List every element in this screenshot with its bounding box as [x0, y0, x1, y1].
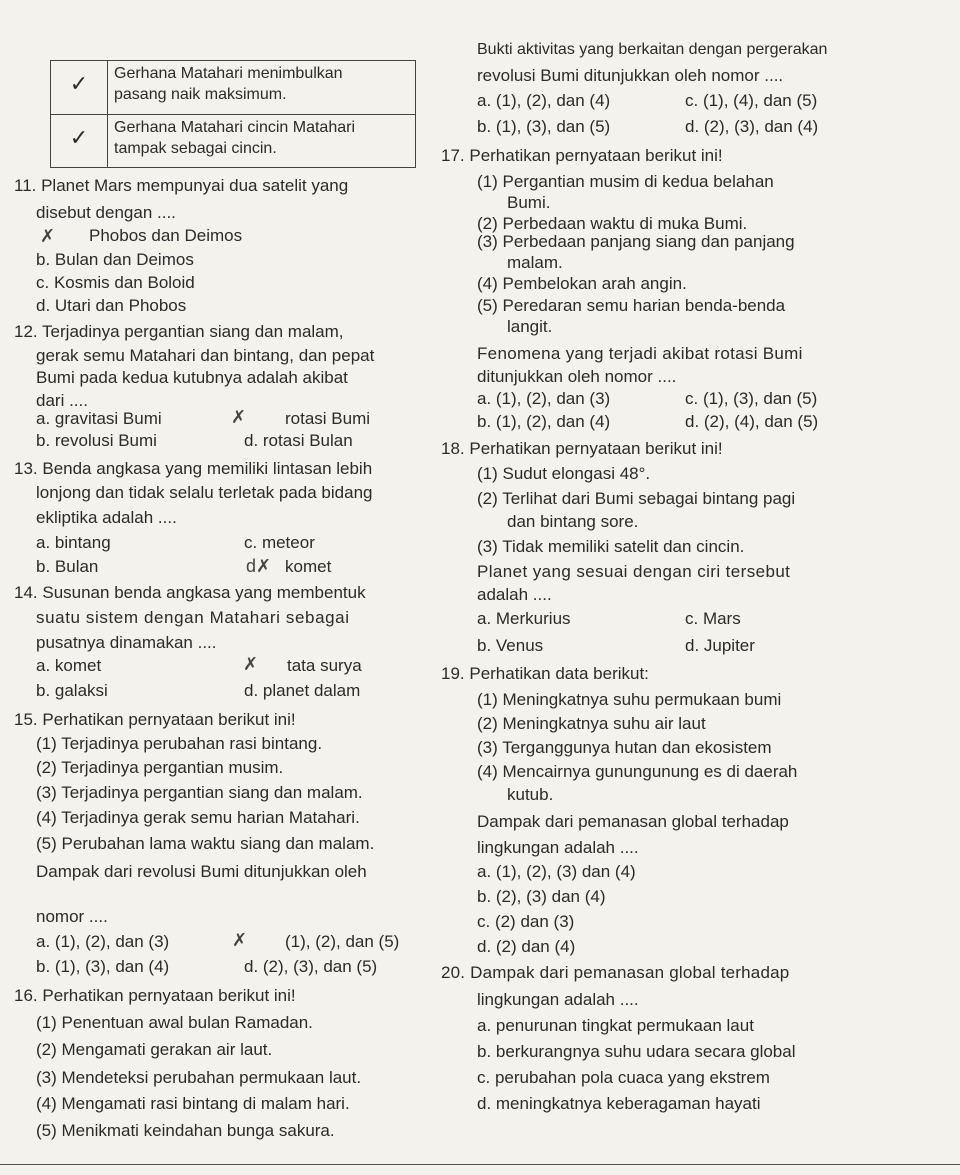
q13-stem: lonjong dan tidak selalu terletak pada bidang — [36, 483, 373, 502]
q13-stem: ekliptika adalah .... — [36, 508, 177, 527]
q18-statement: (2) Terlihat dari Bumi sebagai bintang pagi — [477, 489, 796, 508]
q18-prompt: adalah .... — [477, 585, 552, 604]
q15-option-d[interactable]: d. (2), (3), dan (5) — [244, 957, 378, 976]
checkmark-icon: ✓ — [51, 114, 108, 168]
q16-option-a[interactable]: a. (1), (2), dan (4) — [477, 91, 611, 110]
q11-option-c[interactable]: c. Kosmis dan Boloid — [36, 273, 195, 292]
q19-prompt: lingkungan adalah .... — [477, 838, 639, 857]
q14-option-b[interactable]: b. galaksi — [36, 681, 108, 700]
q15-option-a[interactable]: a. (1), (2), dan (3) — [36, 932, 170, 951]
q19-statement: (4) Mencairnya gunungunung es di daerah — [477, 762, 798, 781]
table-row — [51, 114, 416, 168]
q15-stem: 15. Perhatikan pernyataan berikut ini! — [14, 710, 296, 729]
q14-stem: 14. Susunan benda angkasa yang membentuk — [14, 583, 366, 602]
q15-option-c[interactable]: (1), (2), dan (5) — [285, 932, 400, 951]
q12-option-c[interactable]: rotasi Bumi — [285, 409, 371, 428]
q12-option-d[interactable]: d. rotasi Bulan — [244, 431, 353, 450]
page-edge-divider — [0, 1164, 960, 1165]
q13-stem: 13. Benda angkasa yang memiliki lintasan lebih — [14, 459, 373, 478]
q19-statement: (2) Meningkatnya suhu air laut — [477, 714, 706, 733]
cross-mark-icon: d✗ — [246, 556, 272, 576]
q11-option-b[interactable]: b. Bulan dan Deimos — [36, 250, 194, 269]
q17-statement: malam. — [507, 253, 563, 272]
q20-option-b[interactable]: b. berkurangnya suhu udara secara global — [477, 1042, 796, 1061]
q12-option-b[interactable]: b. revolusi Bumi — [36, 431, 157, 450]
q13-option-a[interactable]: a. bintang — [36, 533, 111, 552]
q19-statement: kutub. — [507, 785, 554, 804]
checkmark-icon: ✓ — [51, 61, 108, 115]
q15-statement: (4) Terjadinya gerak semu harian Matahari. — [36, 808, 360, 827]
q12-stem: gerak semu Matahari dan bintang, dan pepat — [36, 346, 375, 365]
q17-prompt: Fenomena yang terjadi akibat rotasi Bumi — [477, 344, 803, 363]
q19-statement: (3) Terganggunya hutan dan ekosistem — [477, 738, 772, 757]
q16-stem: 16. Perhatikan pernyataan berikut ini! — [14, 986, 296, 1005]
q19-stem: 19. Perhatikan data berikut: — [441, 664, 649, 683]
q16-statement: (3) Mendeteksi perubahan permukaan laut. — [36, 1068, 362, 1087]
q14-stem: pusatnya dinamakan .... — [36, 633, 217, 652]
q17-statement: (2) Perbedaan waktu di muka Bumi. — [477, 214, 748, 233]
q19-statement: (1) Meningkatnya suhu permukaan bumi — [477, 690, 782, 709]
q20-option-d[interactable]: d. meningkatnya keberagaman hayati — [477, 1094, 761, 1113]
q12-stem: 12. Terjadinya pergantian siang dan malam, — [14, 322, 344, 341]
q15-prompt: nomor .... — [36, 907, 108, 926]
q12-stem: dari .... — [36, 391, 88, 410]
q18-statement: dan bintang sore. — [507, 512, 639, 531]
q14-option-d[interactable]: d. planet dalam — [244, 681, 361, 700]
q19-prompt: Dampak dari pemanasan global terhadap — [477, 812, 789, 831]
q13-option-d[interactable]: komet — [285, 557, 332, 576]
q19-option-a[interactable]: a. (1), (2), (3) dan (4) — [477, 862, 636, 881]
q20-stem: 20. Dampak dari pemanasan global terhadap — [441, 963, 790, 982]
table-cell: Gerhana Matahari menimbulkan pasang naik maksimum. — [108, 61, 416, 115]
q12-stem: Bumi pada kedua kutubnya adalah akibat — [36, 368, 348, 387]
q19-option-b[interactable]: b. (2), (3) dan (4) — [477, 887, 606, 906]
q20-option-a[interactable]: a. penurunan tingkat permukaan laut — [477, 1016, 754, 1035]
q15-option-b[interactable]: b. (1), (3), dan (4) — [36, 957, 170, 976]
cross-mark-icon: ✗ — [243, 654, 259, 674]
q12-option-a[interactable]: a. gravitasi Bumi — [36, 409, 162, 428]
q20-option-c[interactable]: c. perubahan pola cuaca yang ekstrem — [477, 1068, 770, 1087]
q18-option-a[interactable]: a. Merkurius — [477, 609, 571, 628]
q13-option-c[interactable]: c. meteor — [244, 533, 315, 552]
q18-option-b[interactable]: b. Venus — [477, 636, 544, 655]
q17-statement: (5) Peredaran semu harian benda-benda — [477, 296, 786, 315]
cross-mark-icon: ✗ — [231, 407, 247, 427]
q17-option-d[interactable]: d. (2), (4), dan (5) — [685, 412, 819, 431]
q19-option-c[interactable]: c. (2) dan (3) — [477, 912, 575, 931]
q16-statement: (1) Penentuan awal bulan Ramadan. — [36, 1013, 313, 1032]
q14-stem: suatu sistem dengan Matahari sebagai — [36, 608, 350, 627]
q18-prompt: Planet yang sesuai dengan ciri tersebut — [477, 562, 791, 581]
q14-option-c[interactable]: tata surya — [287, 656, 362, 675]
cross-mark-icon: ✗ — [232, 930, 248, 950]
q11-stem: disebut dengan .... — [36, 203, 176, 222]
q18-statement: (3) Tidak memiliki satelit dan cincin. — [477, 537, 745, 556]
q17-option-c[interactable]: c. (1), (3), dan (5) — [685, 389, 818, 408]
q17-stem: 17. Perhatikan pernyataan berikut ini! — [441, 146, 723, 165]
q17-option-b[interactable]: b. (1), (2), dan (4) — [477, 412, 611, 431]
q16-option-c[interactable]: c. (1), (4), dan (5) — [685, 91, 818, 110]
q17-statement: Bumi. — [507, 193, 551, 212]
table-row — [51, 61, 416, 115]
q17-option-a[interactable]: a. (1), (2), dan (3) — [477, 389, 611, 408]
statement-table — [50, 60, 416, 168]
q11-option-a[interactable]: Phobos dan Deimos — [89, 226, 243, 245]
q20-stem: lingkungan adalah .... — [477, 990, 639, 1009]
q16-prompt: revolusi Bumi ditunjukkan oleh nomor .... — [477, 66, 784, 85]
q16-prompt: Bukti aktivitas yang berkaitan dengan pergerakan — [477, 41, 828, 58]
q14-option-a[interactable]: a. komet — [36, 656, 102, 675]
q16-statement: (4) Mengamati rasi bintang di malam hari. — [36, 1094, 350, 1113]
q17-statement: (4) Pembelokan arah angin. — [477, 274, 687, 293]
q15-statement: (2) Terjadinya pergantian musim. — [36, 758, 284, 777]
q19-option-d[interactable]: d. (2) dan (4) — [477, 937, 576, 956]
q17-statement: (1) Pergantian musim di kedua belahan — [477, 172, 774, 191]
q15-statement: (3) Terjadinya pergantian siang dan malam. — [36, 783, 363, 802]
q18-option-d[interactable]: d. Jupiter — [685, 636, 755, 655]
q17-prompt: ditunjukkan oleh nomor .... — [477, 367, 677, 386]
cross-mark-icon: ✗ — [40, 226, 56, 246]
q18-option-c[interactable]: c. Mars — [685, 609, 741, 628]
q15-statement: (1) Terjadinya perubahan rasi bintang. — [36, 734, 323, 753]
q17-statement: (3) Perbedaan panjang siang dan panjang — [477, 232, 795, 251]
q15-prompt: Dampak dari revolusi Bumi ditunjukkan oleh — [36, 862, 367, 881]
q18-statement: (1) Sudut elongasi 48°. — [477, 464, 651, 483]
table-cell: Gerhana Matahari cincin Matahari tampak sebagai cincin. — [108, 114, 416, 168]
q11-option-d[interactable]: d. Utari dan Phobos — [36, 296, 187, 315]
q17-statement: langit. — [507, 317, 553, 336]
q13-option-b[interactable]: b. Bulan — [36, 557, 99, 576]
q18-stem: 18. Perhatikan pernyataan berikut ini! — [441, 439, 723, 458]
q16-option-b[interactable]: b. (1), (3), dan (5) — [477, 117, 611, 136]
q15-statement: (5) Perubahan lama waktu siang dan malam. — [36, 834, 375, 853]
q11-stem: 11. Planet Mars mempunyai dua satelit yang — [14, 176, 349, 195]
q16-statement: (2) Mengamati gerakan air laut. — [36, 1040, 273, 1059]
q16-statement: (5) Menikmati keindahan bunga sakura. — [36, 1121, 335, 1140]
q16-option-d[interactable]: d. (2), (3), dan (4) — [685, 117, 819, 136]
